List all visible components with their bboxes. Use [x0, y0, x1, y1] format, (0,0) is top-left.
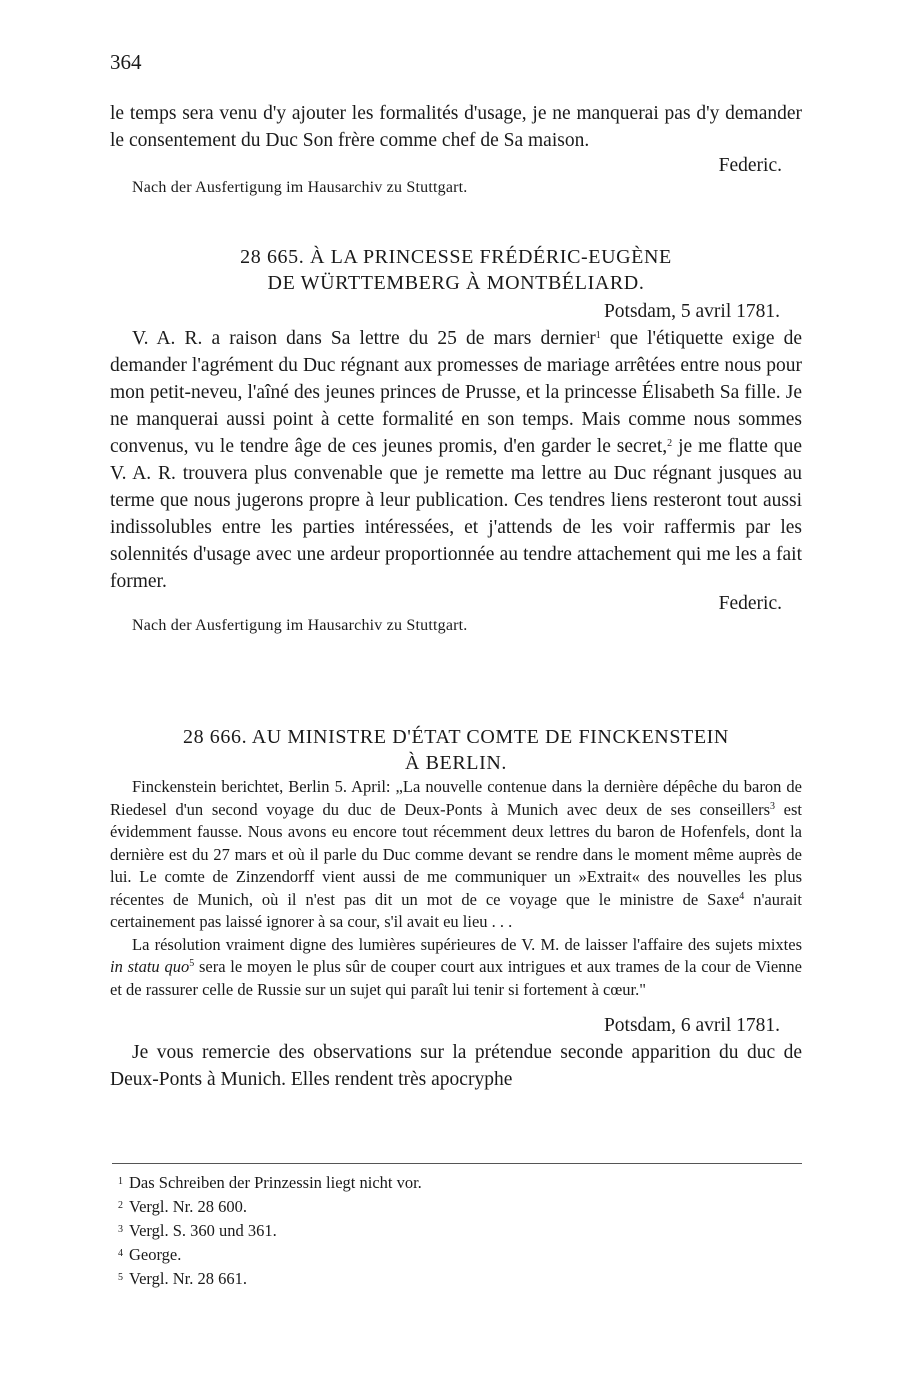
letter-28665-heading-line1: 28 665. À LA PRINCESSE FRÉDÉRIC-EUGÈNE — [240, 246, 672, 268]
footnote-1 — [118, 1170, 422, 1194]
letter-28666-dateline: Potsdam, 6 avril 1781. — [603, 1015, 780, 1036]
footnote-ref-4: 4 — [739, 890, 745, 902]
letter-28665-body — [110, 325, 802, 595]
footnote-ref-3: 3 — [770, 800, 776, 812]
letter-28666-report-part3: n'aurait certainement pas laissé ignorer à sa cour, s'il avait eu lieu . . . — [110, 889, 802, 931]
footnote-1-number: 1 — [118, 1176, 123, 1187]
letter-28665-body-part2: que l'étiquette exige de demander l'agrément du Duc régnant aux promesses de mariage arrêtées entre nous pour mon petit-neveu, l'aîné des jeunes princes de Prusse, et la princesse Élisabeth Sa fille. Je ne manquerai aussi point à cette formalité en son temps. Mais comme nous sommes convenus, vu le tendre âge de ces jeunes promis, d'en garder le secret, — [110, 328, 803, 457]
letter-28666-report-second — [110, 934, 802, 1002]
letter-28666-report-part2: est évidemment fausse. Nous avons eu encore tout récemment deux lettres du baron de Hofenfels, dont la dernière est du 27 mars et où il parle du Duc comme devant se rendre dans le moment même auprès de lui. Le comte de Zinzendorff vient aussi de me communiquer un »Extrait« des nouvelles les plus récentes de Munich, où il n'est pas dit un mot de ce voyage que le ministre de Saxe — [110, 799, 802, 909]
letter-28666-report2-part2: sera le moyen le plus sûr de couper court aux intrigues et aux trames de la cour de Vienne et de rassurer celle de Russie sur un sujet qui paraît lui tenir si fortement à cœur." — [110, 957, 802, 999]
footnote-3-text: Vergl. S. 360 und 361. — [129, 1221, 277, 1240]
footnote-5-text: Vergl. Nr. 28 661. — [129, 1269, 247, 1288]
footnote-4-number: 4 — [118, 1248, 123, 1259]
footnote-2-number: 2 — [118, 1200, 123, 1211]
letter-28665 — [110, 244, 802, 635]
letter-28666 — [110, 724, 802, 1093]
footnote-2-text: Vergl. Nr. 28 600. — [129, 1197, 247, 1216]
carryover-signature: Federic. — [718, 155, 782, 176]
letter-28665-source-note: Nach der Ausfertigung im Hausarchiv zu Stuttgart. — [132, 617, 468, 634]
footnotes — [118, 1170, 422, 1290]
footnote-3-number: 3 — [118, 1224, 123, 1235]
footnote-divider — [112, 1163, 802, 1164]
footnote-4-text: George. — [129, 1245, 182, 1264]
letter-28666-report2-part1: La résolution vraiment digne des lumières supérieures de V. M. de laisser l'affaire des sujets mixtes — [132, 934, 802, 954]
footnote-1-text: Das Schreiben der Prinzessin liegt nicht vor. — [129, 1173, 422, 1192]
footnote-ref-1: 1 — [595, 330, 601, 341]
footnote-5 — [118, 1266, 422, 1290]
footnote-5-number: 5 — [118, 1272, 123, 1283]
letter-28666-report — [110, 776, 802, 934]
letter-28665-signature: Federic. — [718, 593, 782, 614]
letter-28666-report-part1: Finckenstein berichtet, Berlin 5. April: „La nouvelle contenue dans la dernière dépêche du baron de Riedesel d'un second voyage du duc de Deux-Ponts à Munich avec deux de ses conseillers — [110, 777, 802, 819]
page-number: 364 — [110, 50, 142, 74]
letter-28666-body: Je vous remercie des observations sur la prétendue seconde apparition du duc de Deux-Ponts à Munich. Elles rendent très apocryphe — [110, 1042, 802, 1090]
footnote-4 — [118, 1242, 422, 1266]
letter-28666-heading-line1: 28 666. AU MINISTRE D'ÉTAT COMTE DE FINCKENSTEIN — [183, 726, 729, 748]
letter-28665-body-part1: V. A. R. a raison dans Sa lettre du 25 de mars dernier — [132, 328, 596, 349]
letter-28666-heading-line2: À BERLIN. — [404, 752, 508, 774]
letter-28665-heading-line2: DE WÜRTTEMBERG À MONTBÉLIARD. — [267, 272, 645, 294]
carryover-source-note: Nach der Ausfertigung im Hausarchiv zu Stuttgart. — [132, 179, 468, 196]
carryover-section — [110, 100, 802, 197]
footnote-ref-2: 2 — [667, 438, 673, 449]
letter-28666-report2-italic: in statu quo — [110, 957, 190, 976]
letter-28665-dateline: Potsdam, 5 avril 1781. — [603, 301, 780, 322]
carryover-paragraph: le temps sera venu d'y ajouter les formalités d'usage, je ne manquerai pas d'y demander le consentement du Duc Son frère comme chef de Sa maison. — [110, 103, 802, 151]
footnote-3 — [118, 1218, 422, 1242]
letter-28665-body-part3: je me flatte que V. A. R. trouvera plus convenable que je remette ma lettre au Duc régnant jusques au terme que nous jugerons propre à leur publication. Ces tendres liens resteront tout aussi indissolubles entre les parties intéressées, et j'attends de les voir raffermis par les solennités d'usage avec une ardeur proportionnée au tendre attachement qui me les a fait former. — [110, 436, 803, 592]
footnote-ref-5: 5 — [189, 958, 195, 969]
footnote-2 — [118, 1194, 422, 1218]
